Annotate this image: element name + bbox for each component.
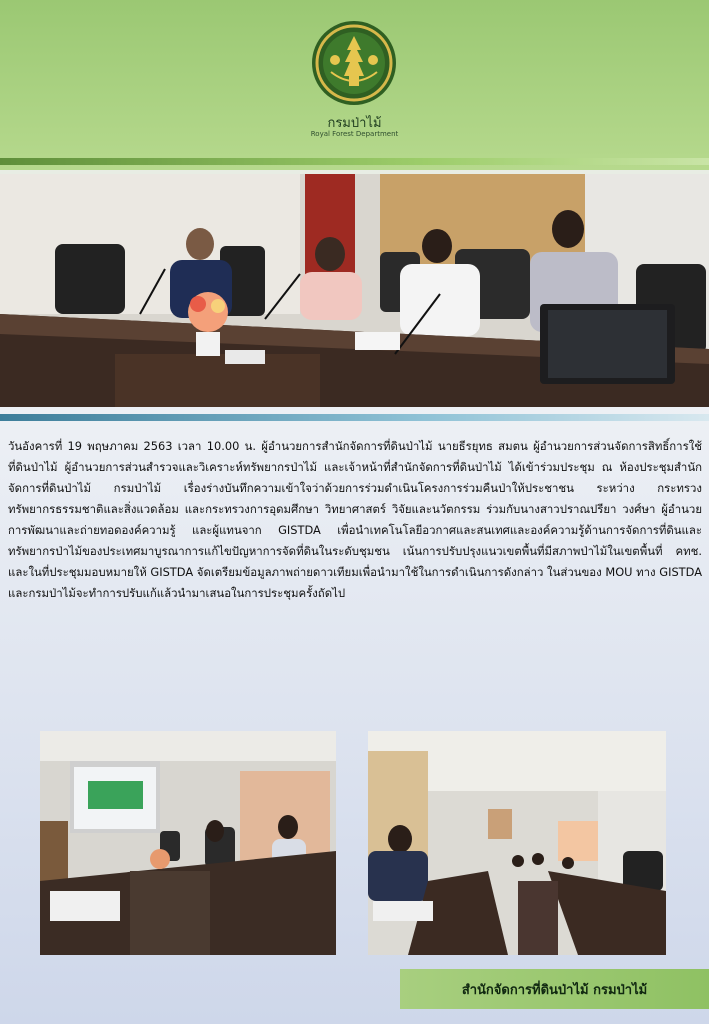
photo-divider (0, 414, 709, 421)
meeting-photo-right (368, 731, 666, 955)
meeting-photo-left (40, 731, 336, 955)
footer-label: สำนักจัดการที่ดินป่าไม้ กรมป่าไม้ (461, 982, 648, 998)
page-header (0, 0, 709, 170)
meeting-photo-main (0, 174, 709, 407)
footer-banner (400, 969, 709, 1009)
department-name-thai: กรมป่าไม้ (327, 116, 382, 131)
news-body (8, 436, 702, 604)
department-logo-icon (311, 20, 397, 106)
department-name-english: Royal Forest Department (310, 130, 399, 138)
header-divider (0, 158, 709, 165)
news-paragraph: วันอังคารที่ 19 พฤษภาคม 2563 เวลา 10.00 น. ผู้อำนวยการสำนักจัดการที่ดินป่าไม้ นายธีรยุทธ สมตน ผู้อำนวยการส่วนจัดการสิทธิ์การใช้ที่ดินป่าไม้ ผู้อำนวยการส่วนสำรวจและวิเคราะห์ทรัพยากรป่าไม้ และเจ้าหน้าที่สำนักจัดการที่ดินป่าไม้ ได้เข้าร่วมประชุม ณ ห้องประชุมสำนักจัดการที่ดินป่าไม้ กรมป่าไม้ เรื่องร่างบันทึกความเข้าใจว่าด้วยการร่วมดำเนินโครงการร่วมคืนป่าให้ประชาชน ระหว่าง กระทรวงทรัพยากรธรรมชาติและสิ่งแวดล้อม และกระทรวงการอุดมศึกษา วิทยาศาสตร์ วิจัยและนวัตกรรม ร่วมกับนางสาวปราณปรียา วงศ์ษา ผู้อำนวยการพัฒนาและถ่ายทอดองค์ความรู้ และผู้แทนจาก GISTDA เพื่อนำเทคโนโลยีอวกาศและสนเทศและองค์ความรู้ด้านการจัดการที่ดินและทรัพยากรป่าไม้ของประเทศมาบูรณาการแก้ไขปัญหาการจัดที่ดินในระดับชุมชน เน้นการปรับปรุงแนวเขตพื้นที่มีสภาพป่าไม้ในเขตพื้นที่ คทช. และในที่ประชุมมอบหมายให้ GISTDA จัดเตรียมข้อมูลภาพถ่ายดาวเทียมเพื่อนำมาใช้ในการดำเนินการดังกล่าว ในส่วนของ MOU ทาง GISTDA และกรมป่าไม้จะทำการปรับแก้แล้วนำมาเสนอในการประชุมครั้งถัดไป (8, 439, 702, 600)
